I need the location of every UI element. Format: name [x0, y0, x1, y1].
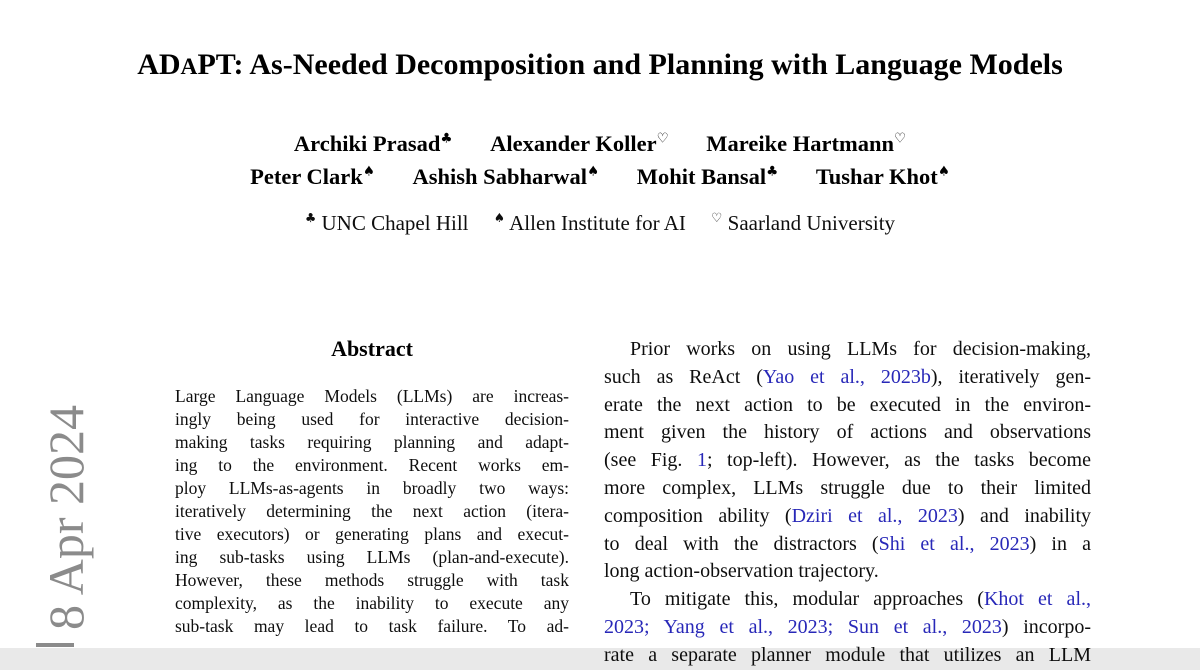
text-line	[175, 523, 569, 546]
text-segment: To mitigate this, modular approaches (	[630, 588, 984, 611]
author	[490, 131, 669, 156]
text-segment: iteratively determining the next action (itera-	[175, 501, 569, 521]
text-segment: ingly being used for interactive decision-	[175, 409, 569, 429]
citation-link[interactable]: Dziri et al., 2023	[791, 504, 958, 527]
text-segment: sub-task may lead to task failure. To ad-	[175, 616, 569, 636]
text-line	[604, 392, 1091, 420]
text-line	[175, 454, 569, 477]
text-line	[604, 586, 1091, 614]
text-segment: more complex, LLMs struggle due to their limited	[604, 476, 1091, 499]
text-segment: long action-observation trajectory.	[604, 560, 879, 583]
citation-link[interactable]: Khot et al.,	[983, 588, 1091, 611]
text-line	[175, 408, 569, 431]
text-segment: rate a separate planner module that utilizes an LLM	[604, 643, 1091, 666]
text-segment: ) in a	[1029, 532, 1092, 555]
intro-paragraph-2	[604, 586, 1091, 669]
affiliation	[305, 211, 469, 235]
text-segment: (see Fig.	[604, 449, 697, 472]
author-name: Mohit Bansal	[636, 164, 767, 189]
text-line	[175, 592, 569, 615]
text-segment: composition ability (	[604, 504, 792, 527]
spade-icon: ♠	[937, 163, 950, 180]
paper-title	[0, 46, 1200, 86]
author	[816, 164, 950, 189]
affiliation	[494, 211, 686, 235]
heart-icon: ♡	[711, 210, 723, 225]
club-icon: ♣	[304, 210, 317, 225]
text-line	[604, 475, 1091, 503]
author-name: Peter Clark	[250, 164, 363, 189]
text-line	[604, 531, 1091, 559]
author	[706, 131, 906, 156]
arxiv-watermark-bracket-fragment	[36, 643, 74, 647]
text-line	[175, 500, 569, 523]
text-line	[175, 477, 569, 500]
author	[250, 164, 375, 189]
citation-link[interactable]: Shi et al., 2023	[878, 532, 1030, 555]
text-segment: erate the next action to be executed in the environ-	[604, 393, 1091, 416]
text-line	[604, 642, 1091, 670]
text-segment: ) incorpo-	[1001, 615, 1092, 638]
affiliation-name: UNC Chapel Hill	[321, 211, 469, 235]
abstract-text	[175, 385, 569, 638]
spade-icon: ♠	[362, 163, 375, 180]
text-segment: ), iteratively gen-	[930, 365, 1091, 388]
text-line	[604, 336, 1091, 364]
affiliation-line	[0, 208, 1200, 238]
title-part: AD	[137, 48, 181, 81]
title-part: PT: As-Needed Decomposition and Planning with Language Models	[197, 48, 1063, 81]
text-line	[604, 364, 1091, 392]
text-line	[175, 615, 569, 638]
text-segment: Large Language Models (LLMs) are increas-	[175, 386, 569, 406]
author	[637, 164, 779, 189]
text-line	[604, 447, 1091, 475]
arxiv-date-watermark: 8 Apr 2024	[38, 405, 94, 630]
text-line	[175, 546, 569, 569]
text-segment: complexity, as the inability to execute any	[175, 593, 569, 613]
heart-icon: ♡	[893, 130, 907, 147]
citation-link[interactable]: 1	[696, 449, 707, 472]
text-segment: Prior works on using LLMs for decision-making,	[630, 338, 1091, 360]
text-segment: ment given the history of actions and observations	[604, 421, 1091, 444]
spade-icon: ♠	[586, 163, 600, 180]
author-block	[0, 127, 1200, 193]
club-icon: ♣	[766, 163, 779, 180]
text-line	[604, 614, 1091, 642]
affiliation-name: Saarland University	[727, 211, 896, 235]
spade-icon: ♠	[493, 210, 506, 225]
text-line	[175, 569, 569, 592]
text-segment: such as ReAct (	[604, 365, 763, 388]
text-segment: ploy LLMs-as-agents in broadly two ways:	[175, 478, 569, 498]
club-icon: ♣	[440, 130, 453, 147]
abstract-heading: Abstract	[331, 336, 413, 361]
text-line	[175, 385, 569, 408]
author-line-2	[0, 160, 1200, 193]
author-name: Alexander Koller	[490, 131, 657, 156]
intro-paragraph-1	[604, 336, 1091, 586]
affiliation-name: Allen Institute for AI	[509, 211, 686, 235]
heart-icon: ♡	[656, 130, 669, 147]
text-line	[604, 558, 1091, 586]
text-segment: ing to the environment. Recent works em-	[175, 455, 569, 475]
author	[413, 164, 600, 189]
author-name: Tushar Khot	[815, 164, 938, 189]
text-segment: ) and inability	[957, 504, 1091, 527]
text-line	[175, 431, 569, 454]
title-smallcap: A	[180, 54, 198, 80]
author-name: Ashish Sabharwal	[412, 164, 587, 189]
author-line-1	[0, 127, 1200, 160]
text-segment: to deal with the distractors (	[604, 532, 879, 555]
text-segment: ; top-left). However, as the tasks become	[706, 449, 1091, 472]
citation-link[interactable]: 2023; Yang et al., 2023; Sun et al., 2023	[604, 615, 1002, 638]
author	[294, 131, 453, 156]
intro-column	[604, 336, 1091, 670]
citation-link[interactable]: Yao et al., 2023b	[762, 365, 931, 388]
text-segment: making tasks requiring planning and adapt-	[175, 432, 569, 452]
author-name: Mareike Hartmann	[706, 131, 894, 156]
text-segment: ing sub-tasks using LLMs (plan-and-execute).	[175, 547, 569, 567]
text-segment: However, these methods struggle with task	[175, 570, 569, 590]
affiliation	[711, 211, 895, 235]
text-segment: tive executors) or generating plans and execut-	[175, 524, 569, 544]
text-line	[604, 419, 1091, 447]
text-line	[604, 503, 1091, 531]
author-name: Archiki Prasad	[293, 131, 441, 156]
